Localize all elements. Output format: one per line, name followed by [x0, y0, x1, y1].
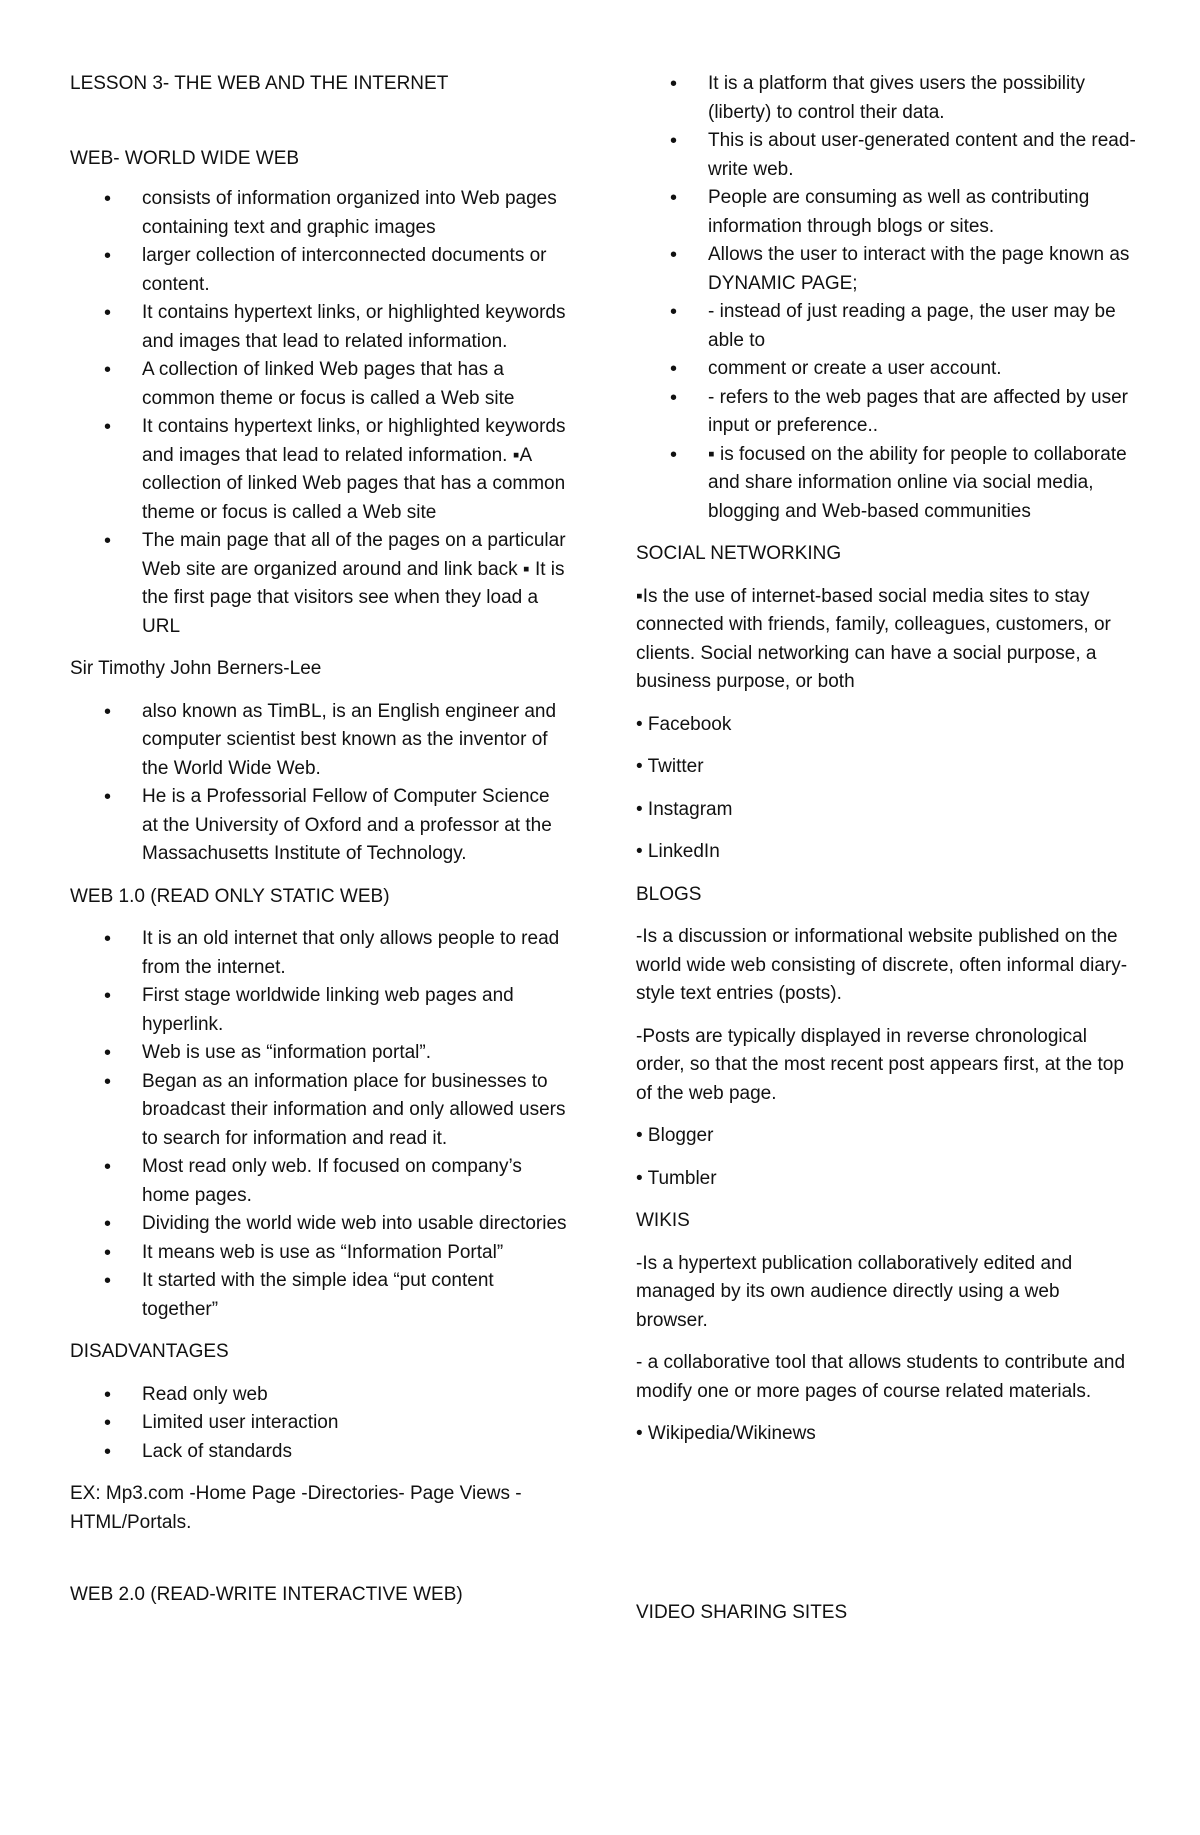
social-example-facebook: • Facebook	[636, 713, 732, 735]
social-example-instagram: • Instagram	[636, 798, 733, 820]
disadvantages-heading: DISADVANTAGES	[70, 1341, 229, 1362]
list-item: • consists of information organized into Web pages containing text and graphic images	[70, 185, 570, 242]
list-item: • - refers to the web pages that are affected by user input or preference..	[636, 384, 1136, 441]
example-text: EX: Mp3.com -Home Page -Directories- Page Views - HTML/Portals.	[70, 1483, 522, 1533]
list-item: • larger collection of interconnected documents or content.	[70, 242, 570, 299]
disadvantages-list	[70, 1381, 570, 1467]
list-item: • - instead of just reading a page, the user may be able to	[636, 298, 1136, 355]
web2-heading: WEB 2.0 (READ-WRITE INTERACTIVE WEB)	[70, 1584, 463, 1605]
web1-heading: WEB 1.0 (READ ONLY STATIC WEB)	[70, 885, 390, 907]
list-item: • It contains hypertext links, or highlighted keywords and images that lead to related information.	[70, 299, 570, 356]
social-networking-heading: SOCIAL NETWORKING	[636, 543, 842, 564]
list-item: • It started with the simple idea “put content together”	[70, 1267, 570, 1324]
right-column	[636, 70, 1136, 1627]
web2-list	[636, 70, 1136, 526]
wikis-example: • Wikipedia/Wikinews	[636, 1423, 816, 1444]
berners-lee-heading: Sir Timothy John Berners-Lee	[70, 658, 322, 679]
list-item: • Dividing the world wide web into usable directories	[70, 1210, 570, 1239]
web-heading: WEB- WORLD WIDE WEB	[70, 147, 300, 169]
social-example-linkedin: • LinkedIn	[636, 841, 720, 862]
left-column	[70, 70, 570, 1610]
list-item: • It is a platform that gives users the possibility (liberty) to control their data.	[636, 70, 1136, 127]
lesson-title: LESSON 3- THE WEB AND THE INTERNET	[70, 73, 449, 94]
wikis-text-2: - a collaborative tool that allows students to contribute and modify one or more pages of course related materials.	[636, 1352, 1126, 1402]
list-item: • Lack of standards	[70, 1438, 570, 1467]
list-item: • First stage worldwide linking web pages and hyperlink.	[70, 982, 570, 1039]
list-item: • Most read only web. If focused on company’s home pages.	[70, 1153, 570, 1210]
list-item: • It contains hypertext links, or highlighted keywords and images that lead to related information. ▪A collection of linked Web pages that has a common theme or focus is called a Web site	[70, 413, 570, 527]
blogs-text-1: -Is a discussion or informational website published on the world wide web consisting of discrete, often informal diary-style text entries (posts).	[636, 926, 1128, 1004]
list-item: • People are consuming as well as contributing information through blogs or sites.	[636, 184, 1136, 241]
list-item: • comment or create a user account.	[636, 355, 1136, 384]
berners-lee-list	[70, 698, 570, 869]
social-networking-text: ▪Is the use of internet-based social media sites to stay connected with friends, family, colleagues, customers, or clients. Social networking can have a social purpose, a business purpose, or both	[636, 585, 1111, 692]
list-item: • also known as TimBL, is an English engineer and computer scientist best known as the inventor of the World Wide Web.	[70, 698, 570, 784]
blogs-heading: BLOGS	[636, 883, 702, 905]
video-sharing-heading: VIDEO SHARING SITES	[636, 1601, 848, 1623]
social-example-twitter: • Twitter	[636, 756, 704, 777]
list-item: • It is an old internet that only allows people to read from the internet.	[70, 925, 570, 982]
blogs-example-tumbler: • Tumbler	[636, 1167, 717, 1189]
blogs-text-2: -Posts are typically displayed in reverse chronological order, so that the most recent post appears first, at the top of the web page.	[636, 1025, 1124, 1104]
list-item: • This is about user-generated content and the read-write web.	[636, 127, 1136, 184]
list-item: • Web is use as “information portal”.	[70, 1039, 570, 1068]
list-item: • Allows the user to interact with the page known as DYNAMIC PAGE;	[636, 241, 1136, 298]
list-item: • Read only web	[70, 1381, 570, 1410]
list-item: • It means web is use as “Information Portal”	[70, 1239, 570, 1268]
list-item: • The main page that all of the pages on a particular Web site are organized around and link back ▪ It is the first page that visitors see when they load a URL	[70, 527, 570, 641]
wikis-heading: WIKIS	[636, 1210, 690, 1231]
list-item: • He is a Professorial Fellow of Computer Science at the University of Oxford and a professor at the Massachusetts Institute of Technology.	[70, 783, 570, 869]
list-item: • Limited user interaction	[70, 1409, 570, 1438]
wikis-text-1: -Is a hypertext publication collaboratively edited and managed by its own audience directly using a web browser.	[636, 1252, 1073, 1331]
list-item: • Began as an information place for businesses to broadcast their information and only allowed users to search for information and read it.	[70, 1068, 570, 1154]
list-item: • A collection of linked Web pages that has a common theme or focus is called a Web site	[70, 356, 570, 413]
list-item: • ▪ is focused on the ability for people to collaborate and share information online via social media, blogging and Web-based communities	[636, 441, 1136, 527]
web1-list	[70, 925, 570, 1324]
web-list	[70, 185, 570, 641]
blogs-example-blogger: • Blogger	[636, 1125, 714, 1146]
